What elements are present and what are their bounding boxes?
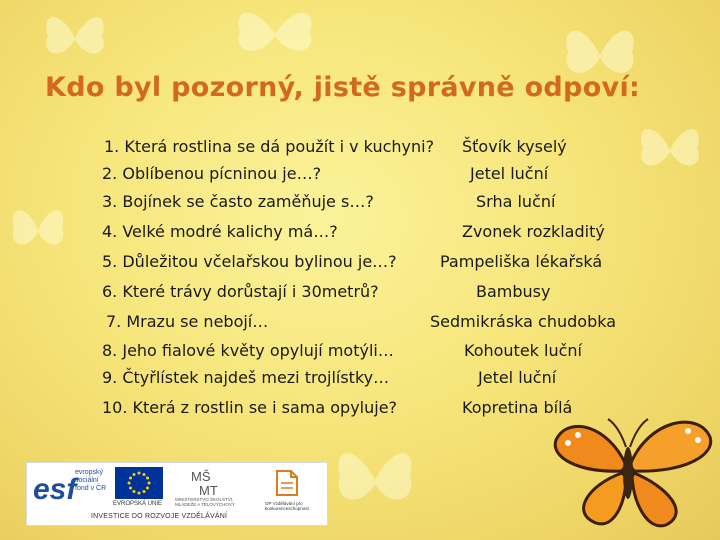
question-6: 6. Které trávy dorůstají i 30metrů? [102,282,379,301]
butterfly-icon [548,395,718,535]
svg-text:esf: esf [33,473,77,506]
esf-caption-line: sociální [75,477,99,484]
answer-1: Šťovík kyselý [462,137,567,156]
answer-4: Zvonek rozkladitý [462,222,605,241]
msmt-logo [187,467,239,497]
background-butterfly-icon [230,4,320,64]
background-butterfly-icon [635,120,705,180]
svg-text:MT: MT [199,483,218,497]
esf-caption-line: fond v ČR [75,485,107,492]
esf-caption-line: evropský [75,469,104,476]
question-7: 7. Mrazu se nebojí… [106,312,269,331]
question-4: 4. Velké modré kalichy má…? [102,222,338,241]
msmt-caption: MINISTERSTVO ŠKOLSTVÍ, MLÁDEŽE A TĚLOVÝCHOVY [175,497,235,507]
background-butterfly-icon [40,8,110,68]
page-title: Kdo byl pozorný, jistě správně odpoví: [45,72,641,103]
question-1: 1. Která rostlina se dá použít i v kuchyni? [104,137,435,156]
answer-9: Jetel luční [478,368,557,387]
eu-flag-icon [115,467,163,499]
op-logo [263,467,323,501]
answer-6: Bambusy [476,282,551,301]
question-8: 8. Jeho fialové květy opylují motýli… [102,341,394,360]
question-10: 10. Která z rostlin se i sama opyluje? [102,398,398,417]
svg-text:MŠ: MŠ [191,469,211,484]
answer-2: Jetel luční [470,164,549,183]
answer-3: Srha luční [476,192,556,211]
logo-bar [26,462,328,526]
answer-10: Kopretina bílá [462,398,573,417]
answer-8: Kohoutek luční [464,341,582,360]
esf-caption [75,469,106,493]
background-butterfly-icon [8,200,68,260]
eu-caption: EVROPSKÁ UNIE [113,501,163,507]
answer-5: Pampeliška lékařská [440,252,603,271]
investice-caption: INVESTICE DO ROZVOJE VZDĚLÁVÁNÍ [91,513,228,520]
question-2: 2. Oblíbenou pícninou je…? [102,164,322,183]
background-butterfly-icon [330,440,420,520]
answer-7: Sedmikráska chudobka [430,312,617,331]
question-3: 3. Bojínek se často zaměňuje s…? [102,192,374,211]
op-caption: OP Vzdělávání pro konkurenceschopnost [265,501,309,511]
question-9: 9. Čtyřlístek najdeš mezi trojlístky… [102,368,390,387]
question-5: 5. Důležitou včelařskou bylinou je…? [102,252,397,271]
